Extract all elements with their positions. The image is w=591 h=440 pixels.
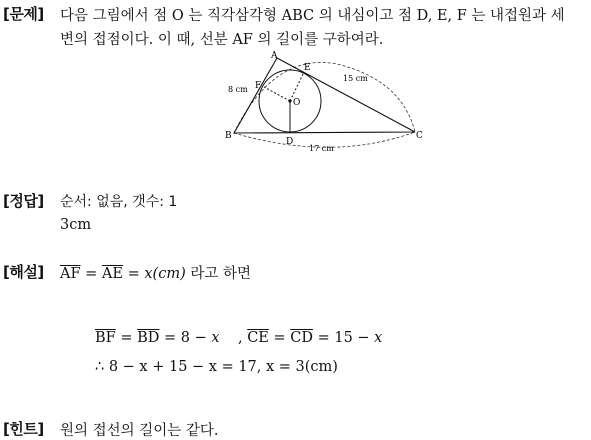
length-bc: 17 cm [309, 144, 334, 153]
length-ac: 15 cm [343, 74, 368, 83]
segment-cd: $\overline{CD}$ [290, 330, 313, 346]
label-e: E [304, 63, 311, 73]
label-a: A [271, 51, 278, 61]
problem-text-line1: 다음 그림에서 점 O 는 직각삼각형 ABC 의 내심이고 점 D, E, F 는 내접원과 세 [60, 8, 565, 24]
answer-tag: [정답] [3, 192, 44, 210]
solution-conclusion: ∴ 8 − x + 15 − x = 17, x = 3(cm) [95, 359, 338, 375]
solution-line1: $\overline{AF} = \overline{AE} = x(cm)$ 라고 하면 [60, 266, 251, 282]
solution-tag: [해설] [3, 263, 44, 281]
label-f: F [255, 81, 262, 91]
segment-bd: $\overline{BD}$ [137, 330, 160, 346]
label-c: C [416, 131, 423, 141]
label-d: D [286, 137, 294, 147]
problem-text-line2: 변의 접점이다. 이 때, 선분 AF 의 길이를 구하여라. [60, 32, 384, 48]
answer-value: 3cm [60, 217, 92, 233]
outer-arc [234, 62, 415, 147]
problem-tag: [문제] [3, 5, 44, 23]
segment-ce: $\overline{CE}$ [247, 330, 269, 346]
solution-equations: $\overline{BF} = \overline{BD} = 8 - x$ , $\overline{CE} = \overline{CD} = 15 - x$ [95, 330, 383, 346]
radius-of [264, 87, 290, 101]
radius-oe [290, 72, 304, 101]
label-o: O [293, 98, 301, 108]
center-o-dot [288, 99, 291, 102]
length-ab: 8 cm [228, 85, 248, 94]
triangle-abc [234, 58, 415, 133]
triangle-figure [222, 50, 432, 156]
hint-text: 원의 접선의 길이는 같다. [60, 423, 219, 439]
segment-ae: $\overline{AE}$ [101, 266, 123, 282]
segment-af: $\overline{AF}$ [60, 266, 81, 282]
answer-order-count: 순서: 없음, 갯수: 1 [60, 194, 178, 210]
segment-bf: $\overline{BF}$ [95, 330, 116, 346]
label-b: B [225, 131, 232, 141]
hint-tag: [힌트] [3, 420, 44, 438]
